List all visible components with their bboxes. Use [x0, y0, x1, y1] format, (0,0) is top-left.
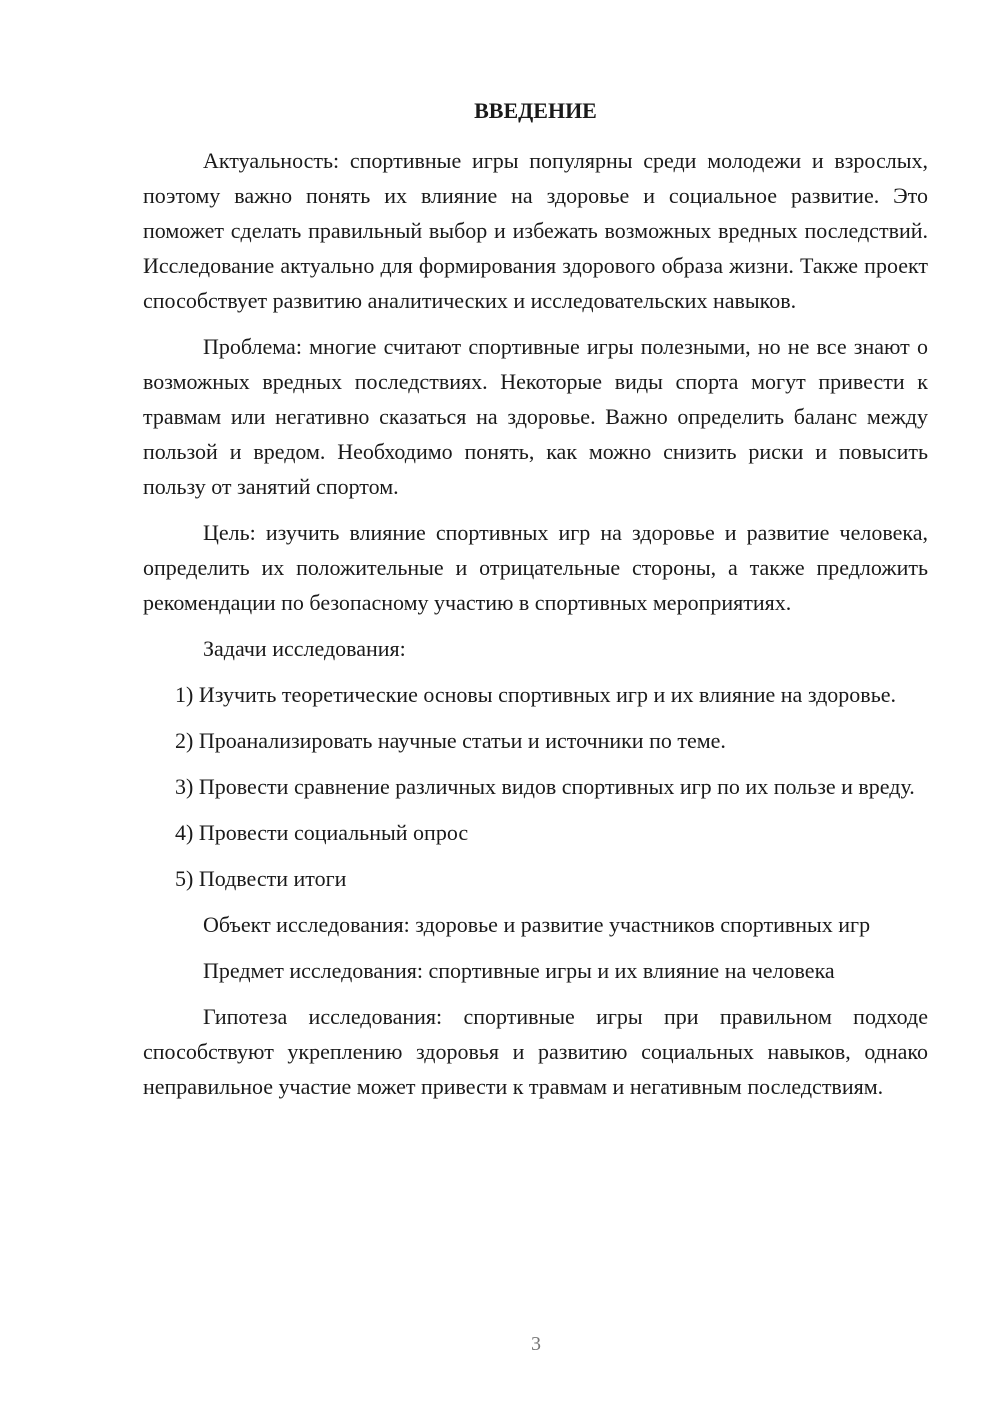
task-item: 3) Провести сравнение различных видов спортивных игр по их пользе и вреду.: [175, 774, 915, 799]
document-page: [143, 93, 928, 1115]
page-number: 3: [531, 1333, 541, 1355]
paragraph-goal: Цель: изучить влияние спортивных игр на здоровье и развитие человека, определить их положительные и отрицательные стороны, а также предложить рекомендации по безопасному участию в спортивных мероприятиях.: [143, 520, 928, 615]
task-item: 2) Проанализировать научные статьи и источники по теме.: [175, 728, 726, 753]
paragraph-hypothesis: Гипотеза исследования: спортивные игры при правильном подходе способствуют укреплению здоровья и развитию социальных навыков, однако неправильное участие может привести к травмам и негативным последствиям.: [143, 1004, 928, 1099]
paragraph-subject: Предмет исследования: спортивные игры и их влияние на человека: [203, 958, 835, 983]
tasks-heading: Задачи исследования:: [203, 636, 406, 661]
task-item: 1) Изучить теоретические основы спортивных игр и их влияние на здоровье.: [175, 682, 896, 707]
paragraph-problem: Проблема: многие считают спортивные игры полезными, но не все знают о возможных вредных последствиях. Некоторые виды спорта могут привести к травмам или негативно сказаться на здоровье. Важно определить баланс между пользой и вредом. Необходимо понять, как можно снизить риски и повысить пользу от занятий спортом.: [143, 334, 928, 499]
task-item: 4) Провести социальный опрос: [175, 820, 469, 845]
section-title: ВВЕДЕНИЕ: [474, 98, 597, 123]
paragraph-object: Объект исследования: здоровье и развитие участников спортивных игр: [203, 912, 871, 937]
task-item: 5) Подвести итоги: [175, 866, 347, 891]
paragraph-relevance: Актуальность: спортивные игры популярны среди молодежи и взрослых, поэтому важно понять их влияние на здоровье и социальное развитие. Это поможет сделать правильный выбор и избежать возможных вредных последствий. Исследование актуально для формирования здорового образа жизни. Также проект способствует развитию аналитических и исследовательских навыков.: [143, 148, 928, 313]
